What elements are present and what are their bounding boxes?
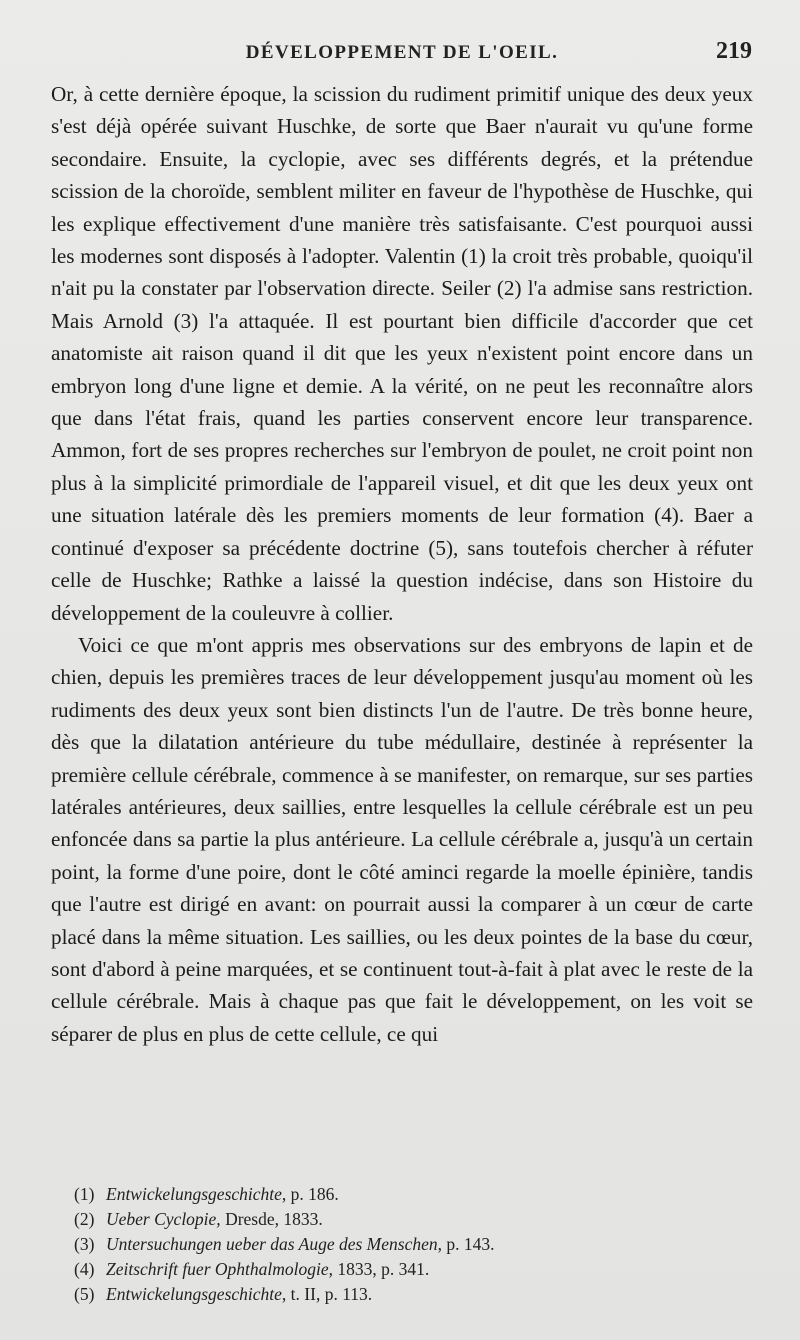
page-number: 219 [716,38,752,64]
page-header [52,36,752,70]
footnote-reference: Dresde, 1833. [220,1209,323,1229]
body-text [51,78,753,1050]
footnote-3 [74,1232,754,1257]
footnote-title: Entwickelungsgeschichte [106,1284,282,1304]
footnote-title: Entwickelungsgeschichte [106,1184,282,1204]
footnote-2 [74,1207,754,1232]
footnote-title: Zeitschrift fuer Ophthalmologie [106,1259,329,1279]
footnote-mark: (5) [74,1284,95,1304]
footnote-mark: (3) [74,1234,95,1254]
footnote-1 [74,1182,754,1207]
footnote-title: Ueber Cyclopie, [106,1209,221,1229]
footnote-reference: , p. 143. [437,1234,495,1254]
footnote-reference: , 1833, p. 341. [328,1259,430,1279]
footnote-mark: (4) [74,1259,95,1279]
footnote-title: Untersuchungen ueber das Auge des Menschen [106,1234,438,1254]
footnote-reference: , p. 186. [281,1184,339,1204]
paragraph-1: Or, à cette dernière époque, la scission du rudiment primitif unique des deux yeux s'est déjà opérée suivant Huschke, de sorte que Baer n'aurait vu qu'une forme secondaire. Ensuite, la cyclopie, avec ses différents degrés, et la prétendue scission de la choroïde, semblent militer en faveur de l'hypothèse de Huschke, qui les explique effectivement d'une manière très satisfaisante. C'est pourquoi aussi les modernes sont disposés à l'adopter. Valentin (1) la croit très probable, quoiqu'il n'ait pu la constater par l'observation directe. Seiler (2) l'a admise sans restriction. Mais Arnold (3) l'a attaquée. Il est pourtant bien difficile d'accorder que cet anatomiste ait raison quand il dit que les yeux n'existent point encore dans un embryon long d'une ligne et demie. A la vérité, on ne peut les reconnaître alors que dans l'état frais, quand les parties conservent encore leur transparence. Ammon, fort de ses propres recherches sur l'embryon de poulet, ne croit point non plus à la simplicité primordiale de l'appareil visuel, et dit que les deux yeux ont une situation latérale dès les premiers moments de leur formation (4). Baer a continué d'exposer sa précédente doctrine (5), sans toutefois chercher à réfuter celle de Huschke; Rathke a laissé la question indécise, dans son Histoire du développement de la couleuvre à collier. [51,82,753,625]
footnote-4 [74,1257,754,1282]
footnote-reference: , t. II, p. 113. [281,1284,373,1304]
footnotes [74,1182,754,1307]
footnote-5 [74,1282,754,1307]
footnote-mark: (1) [74,1184,95,1204]
paragraph-2: Voici ce que m'ont appris mes observations sur des embryons de lapin et de chien, depuis les premières traces de leur développement jusqu'au moment où les rudiments des deux yeux sont bien distincts l'un de l'autre. De très bonne heure, dès que la dilatation antérieure du tube médullaire, destinée à représenter la première cellule cérébrale, commence à se manifester, on remarque, sur ses parties latérales antérieures, deux saillies, entre lesquelles la cellule cérébrale est un peu enfoncée dans sa partie la plus antérieure. La cellule cérébrale a, jusqu'à un certain point, la forme d'une poire, dont le côté aminci regarde la moelle épinière, tandis que l'autre est dirigé en avant: on pourrait aussi la comparer à un cœur de carte placé dans la même situation. Les saillies, ou les deux pointes de la base du cœur, sont d'abord à peine marquées, et se continuent tout-à-fait à plat avec le reste de la cellule cérébrale. Mais à chaque pas que fait le développement, on les voit se séparer de plus en plus de cette cellule, ce qui [51,632,753,1046]
running-title: DÉVELOPPEMENT DE L'OEIL. [245,42,559,63]
footnote-mark: (2) [74,1209,95,1229]
